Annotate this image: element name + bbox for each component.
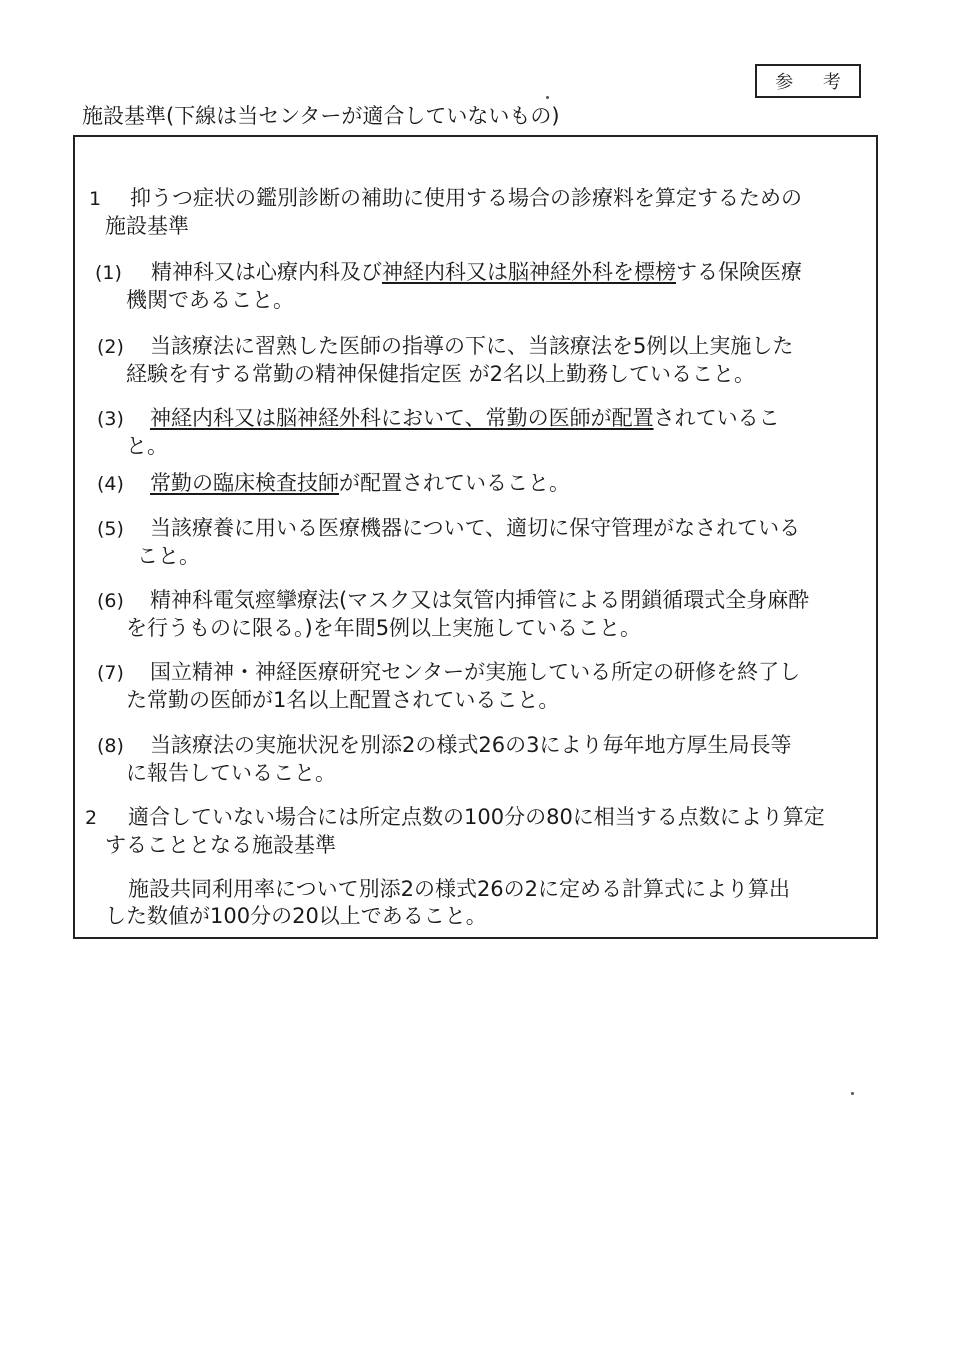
item-text: 国立精神・神経医療研究センターが実施している所定の研修を終了し — [150, 660, 801, 684]
scan-speck — [851, 1092, 854, 1095]
section-heading-text: 抑うつ症状の鑑別診断の補助に使用する場合の診療料を算定するための — [130, 186, 802, 210]
item-text: 当該療法に習熟した医師の指導の下に、当該療法を5例以上実施した — [150, 334, 794, 358]
criteria-item-3 — [75, 405, 876, 460]
item-text: 当該療養に用いる医療機器について、適切に保守管理がなされている — [150, 516, 801, 540]
section-heading-text: することとなる施設基準 — [105, 833, 336, 857]
item-number: (5) — [97, 518, 124, 540]
section-number: 2 — [85, 807, 98, 829]
criteria-item-5 — [75, 515, 876, 570]
item-text: 精神科電気痙攣療法(マスク又は気管内挿管による閉鎖循環式全身麻酔 — [150, 588, 810, 612]
item-text: と。 — [126, 434, 168, 458]
item-text-underlined: 神経内科又は脳神経外科において、常勤の医師が配置 — [150, 406, 654, 430]
item-number: (8) — [97, 735, 124, 757]
item-text: が配置されていること。 — [339, 471, 570, 495]
item-text: 機関であること。 — [126, 288, 294, 312]
section-heading-text: 施設基準 — [105, 214, 189, 238]
section-2-body — [75, 876, 876, 930]
item-text: 経験を有する常勤の精神保健指定医 が2名以上勤務していること。 — [126, 362, 756, 386]
item-number: (6) — [97, 590, 124, 612]
item-text: 精神科又は心療内科及び — [151, 260, 382, 284]
item-text: こと。 — [137, 544, 200, 568]
item-number: (1) — [95, 262, 122, 284]
item-text: を行うものに限る。)を年間5例以上実施していること。 — [126, 616, 642, 640]
section-body-text: した数値が100分の20以上であること。 — [105, 904, 487, 928]
item-text: する保険医療 — [676, 260, 802, 284]
item-number: (7) — [97, 662, 124, 684]
section-number: 1 — [89, 188, 102, 210]
criteria-item-8 — [75, 732, 876, 787]
section-2-heading — [75, 804, 876, 859]
reference-label: 参 考 — [755, 64, 861, 98]
criteria-frame — [73, 135, 878, 939]
item-text: 当該療法の実施状況を別添2の様式26の3により毎年地方厚生局長等 — [150, 733, 792, 757]
scan-speck — [546, 96, 549, 99]
criteria-item-7 — [75, 659, 876, 714]
page-title: 施設基準(下線は当センターが適合していないもの) — [82, 104, 560, 128]
item-number: (4) — [97, 473, 124, 495]
criteria-item-2 — [75, 333, 876, 388]
item-text: に報告していること。 — [126, 761, 336, 785]
item-text: た常勤の医師が1名以上配置されていること。 — [126, 688, 560, 712]
item-text: されているこ — [653, 406, 780, 430]
criteria-item-1 — [75, 259, 876, 314]
criteria-item-6 — [75, 587, 876, 642]
section-heading-text: 適合していない場合には所定点数の100分の80に相当する点数により算定 — [128, 805, 825, 829]
item-number: (3) — [97, 408, 124, 430]
item-text-underlined: 常勤の臨床検査技師 — [150, 471, 339, 495]
section-1-heading — [75, 185, 876, 240]
item-text-underlined: 神経内科又は脳神経外科を標榜 — [382, 260, 676, 284]
item-number: (2) — [97, 336, 124, 358]
criteria-item-4 — [75, 470, 876, 498]
section-body-text: 施設共同利用率について別添2の様式26の2に定める計算式により算出 — [128, 877, 791, 901]
